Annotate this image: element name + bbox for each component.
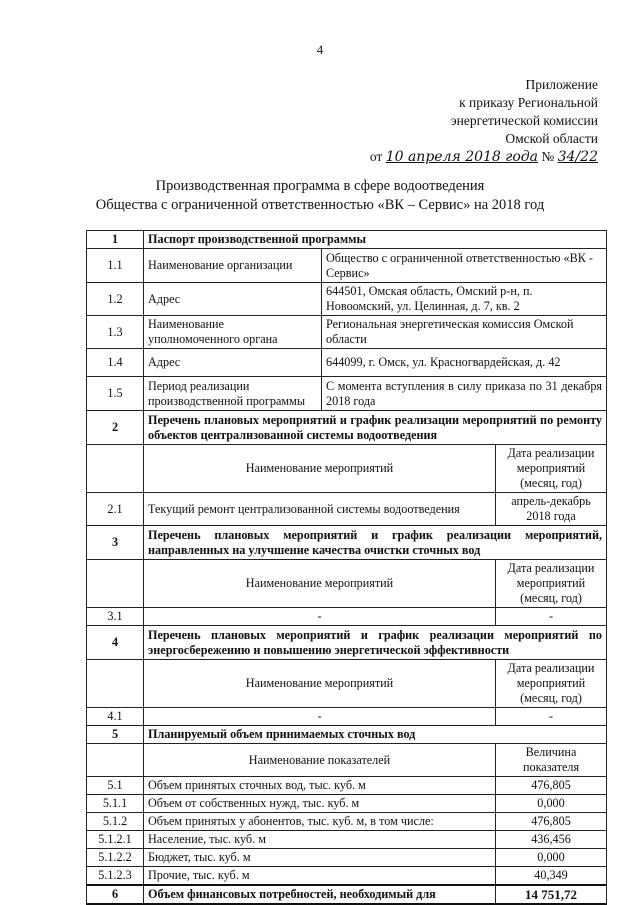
section-6-num: 6 — [87, 885, 144, 904]
column-header-value: Величина показателя — [496, 744, 607, 777]
row-value: 0,000 — [496, 849, 607, 867]
section-5-columns — [87, 744, 607, 777]
row-num: 4.1 — [87, 708, 144, 726]
handwritten-date: 10 апреля 2018 года — [385, 149, 538, 165]
handwritten-number: 34/22 — [557, 149, 598, 165]
row-num: 2.1 — [87, 493, 144, 526]
section-2-title: Перечень плановых мероприятий и график реализации мероприятий по ремонту объектов централизованной системы водоотведения — [144, 411, 607, 445]
row-value: 644501, Омская область, Омский р-н, п. Новоомский, ул. Целинная, д. 7, кв. 2 — [322, 283, 607, 316]
table-row — [87, 377, 607, 411]
row-num: 5.1.1 — [87, 795, 144, 813]
table-row — [87, 849, 607, 867]
column-header-indicator: Наименование показателей — [144, 744, 496, 777]
section-3-header — [87, 526, 607, 560]
row-name: - — [144, 608, 496, 626]
section-4-columns — [87, 660, 607, 708]
title-line-2: Общества с ограниченной ответственностью «ВК – Сервис» на 2018 год — [95, 197, 545, 213]
row-date: - — [496, 608, 607, 626]
row-name: Объем принятых у абонентов, тыс. куб. м, в том числе: — [144, 813, 496, 831]
row-value: 476,805 — [496, 813, 607, 831]
table-row — [87, 813, 607, 831]
row-num: 5.1.2.3 — [87, 867, 144, 886]
column-header-date: Дата реализации мероприятий (месяц, год) — [496, 445, 607, 493]
table-row — [87, 777, 607, 795]
column-header-name: Наименование мероприятий — [144, 445, 496, 493]
appendix-line-3: энергетической комиссии — [450, 113, 598, 128]
section-4-num: 4 — [87, 626, 144, 660]
program-table — [86, 230, 607, 905]
row-label: Адрес — [144, 283, 322, 316]
section-3-num: 3 — [87, 526, 144, 560]
section-5-header — [87, 726, 607, 744]
row-value: 476,805 — [496, 777, 607, 795]
section-2-header — [87, 411, 607, 445]
table-row — [87, 283, 607, 316]
row-label: Адрес — [144, 349, 322, 377]
section-1-num: 1 — [87, 231, 144, 249]
section-6-title: Объем финансовых потребностей, необходимый для — [144, 885, 496, 904]
row-num: 5.1 — [87, 777, 144, 795]
section-1-header — [87, 231, 607, 249]
row-name: Объем от собственных нужд, тыс. куб. м — [144, 795, 496, 813]
appendix-line-1: Приложение — [525, 77, 598, 92]
row-value: Общество с ограниченной ответственностью «ВК - Сервис» — [322, 249, 607, 283]
row-num: 1.1 — [87, 249, 144, 283]
section-4-title: Перечень плановых мероприятий и график реализации мероприятий по энергосбережению и повышению энергетической эффективности — [144, 626, 607, 660]
appendix-date-line — [370, 148, 598, 166]
appendix-line-4: Омской области — [505, 131, 598, 146]
row-name: Бюджет, тыс. куб. м — [144, 849, 496, 867]
table-row — [87, 316, 607, 349]
row-name: - — [144, 708, 496, 726]
row-num: 3.1 — [87, 608, 144, 626]
table-row — [87, 831, 607, 849]
row-num: 1.5 — [87, 377, 144, 411]
row-date: - — [496, 708, 607, 726]
page-number: 4 — [316, 42, 324, 57]
section-3-title: Перечень плановых мероприятий и график реализации мероприятий, направленных на улучшение качества очистки сточных вод — [144, 526, 607, 560]
row-name: Прочие, тыс. куб. м — [144, 867, 496, 886]
column-header-date: Дата реализации мероприятий (месяц, год) — [496, 660, 607, 708]
section-3-columns — [87, 560, 607, 608]
row-date: апрель-декабрь 2018 года — [496, 493, 607, 526]
table-row — [87, 349, 607, 377]
column-header-name: Наименование мероприятий — [144, 560, 496, 608]
section-1-title: Паспорт производственной программы — [144, 231, 607, 249]
table-row — [87, 795, 607, 813]
section-4-header — [87, 626, 607, 660]
row-num: 1.2 — [87, 283, 144, 316]
appendix-line-2: к приказу Региональной — [459, 95, 598, 110]
section-2-columns — [87, 445, 607, 493]
from-label: от — [369, 149, 383, 164]
document-title — [0, 177, 640, 215]
row-label: Наименование уполномоченного органа — [144, 316, 322, 349]
row-value: 40,349 — [496, 867, 607, 886]
column-header-date: Дата реализации мероприятий (месяц, год) — [496, 560, 607, 608]
row-value: 436,456 — [496, 831, 607, 849]
appendix-block — [370, 76, 598, 166]
number-label: № — [541, 149, 555, 164]
row-num: 5.1.2 — [87, 813, 144, 831]
title-line-1: Производственная программа в сфере водоотведения — [155, 178, 485, 194]
row-num: 1.3 — [87, 316, 144, 349]
table-row — [87, 249, 607, 283]
row-value: 644099, г. Омск, ул. Красногвардейская, д. 42 — [322, 349, 607, 377]
section-2-num: 2 — [87, 411, 144, 445]
section-5-title: Планируемый объем принимаемых сточных вод — [144, 726, 607, 744]
row-value: С момента вступления в силу приказа по 31 декабря 2018 года — [322, 377, 607, 411]
row-name: Население, тыс. куб. м — [144, 831, 496, 849]
section-6-header — [87, 885, 607, 904]
row-num: 1.4 — [87, 349, 144, 377]
section-5-num: 5 — [87, 726, 144, 744]
table-row — [87, 608, 607, 626]
row-value: 0,000 — [496, 795, 607, 813]
row-value: Региональная энергетическая комиссия Омской области — [322, 316, 607, 349]
row-name: Объем принятых сточных вод, тыс. куб. м — [144, 777, 496, 795]
row-num: 5.1.2.1 — [87, 831, 144, 849]
row-num: 5.1.2.2 — [87, 849, 144, 867]
row-name: Текущий ремонт централизованной системы водоотведения — [144, 493, 496, 526]
table-row — [87, 867, 607, 886]
table-row — [87, 708, 607, 726]
table-row — [87, 493, 607, 526]
section-6-value: 14 751,72 — [496, 885, 607, 904]
column-header-name: Наименование мероприятий — [144, 660, 496, 708]
row-label: Наименование организации — [144, 249, 322, 283]
row-label: Период реализации производственной программы — [144, 377, 322, 411]
